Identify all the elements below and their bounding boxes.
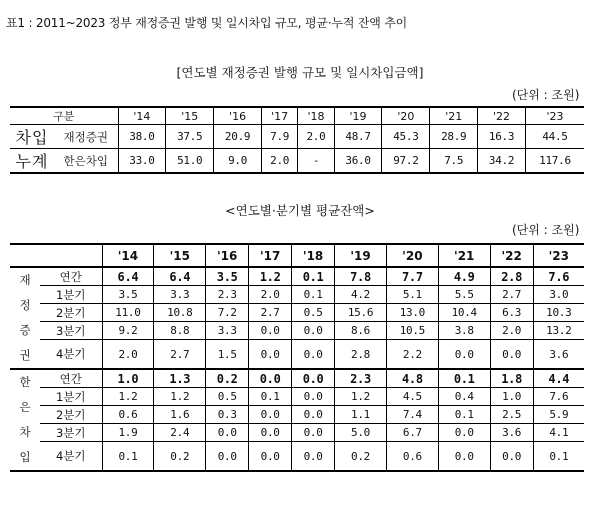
cell-value: 7.6 [533, 267, 584, 286]
cell-value: 5.5 [438, 286, 490, 304]
cell-value: 3.3 [154, 286, 206, 304]
cell-value: 37.5 [166, 125, 214, 149]
year-header: '23 [525, 107, 584, 125]
issuance-table [10, 106, 584, 174]
category-char: 차 [19, 425, 31, 439]
cell-value: 0.0 [292, 388, 335, 406]
category-char: 재 [19, 273, 31, 287]
category-char: 입 [19, 450, 31, 464]
table2-title: <연도별·분기별 평균잔액> [225, 203, 375, 218]
cell-value: 2.7 [249, 304, 292, 322]
cell-value: 1.8 [490, 369, 533, 388]
cell-value: 0.2 [154, 442, 206, 471]
cell-value: 0.0 [292, 369, 335, 388]
cell-value: 6.3 [490, 304, 533, 322]
category-label [10, 267, 40, 369]
cell-value: 6.7 [386, 424, 438, 442]
row-label: 3분기 [40, 424, 102, 442]
cell-value: 0.0 [438, 340, 490, 369]
cell-value: 51.0 [166, 149, 214, 174]
cell-value: 0.0 [206, 442, 249, 471]
cell-value: 0.1 [438, 406, 490, 424]
cell-value: 45.3 [382, 125, 430, 149]
cell-value: 3.5 [206, 267, 249, 286]
row-label: 4분기 [40, 442, 102, 471]
cell-value: 13.0 [386, 304, 438, 322]
cell-value: 3.6 [533, 340, 584, 369]
cell-value: 15.6 [335, 304, 387, 322]
table1-title: [연도별 재정증권 발행 규모 및 일시차입금액] [176, 65, 424, 80]
year-header: '15 [166, 107, 214, 125]
cell-value: 33.0 [118, 149, 166, 174]
cell-value: 3.3 [206, 322, 249, 340]
cell-value: 1.2 [335, 388, 387, 406]
cell-value: 0.0 [249, 369, 292, 388]
row-label: 2분기 [40, 406, 102, 424]
cell-value: 2.0 [298, 125, 334, 149]
cell-value: 0.6 [386, 442, 438, 471]
group-label: 누계 [10, 149, 54, 174]
row-label: 한은차입 [54, 149, 118, 174]
cell-value: 1.1 [335, 406, 387, 424]
cell-value: 2.8 [335, 340, 387, 369]
cell-value: 10.4 [438, 304, 490, 322]
cell-value: 38.0 [118, 125, 166, 149]
cell-value: 0.0 [249, 424, 292, 442]
cell-value: 1.9 [102, 424, 154, 442]
table-row [10, 442, 584, 471]
table-row [10, 322, 584, 340]
row-label: 재정증권 [54, 125, 118, 149]
cell-value: 4.9 [438, 267, 490, 286]
cell-value: 2.2 [386, 340, 438, 369]
cell-value: 10.3 [533, 304, 584, 322]
year-header: '22 [490, 244, 533, 267]
cell-value: 1.6 [154, 406, 206, 424]
cell-value: 1.2 [102, 388, 154, 406]
cell-value: 5.9 [533, 406, 584, 424]
row-label: 연간 [40, 267, 102, 286]
row-label: 1분기 [40, 388, 102, 406]
cell-value: 0.2 [206, 369, 249, 388]
table-row [10, 406, 584, 424]
category-char: 정 [19, 298, 31, 312]
cell-value: 34.2 [478, 149, 526, 174]
cell-value: 0.6 [102, 406, 154, 424]
cell-value: - [298, 149, 334, 174]
cell-value: 1.5 [206, 340, 249, 369]
cell-value: 0.0 [292, 322, 335, 340]
category-char: 증 [19, 323, 31, 337]
balance-table-body [10, 267, 584, 471]
cell-value: 8.8 [154, 322, 206, 340]
cell-value: 5.1 [386, 286, 438, 304]
category-label [10, 369, 40, 471]
table1-unit: (단위 : 조원) [512, 88, 580, 102]
table2-header-row [10, 244, 584, 267]
header-blank [10, 244, 102, 267]
table-row [10, 267, 584, 286]
cell-value: 9.0 [214, 149, 262, 174]
category-char: 한 [19, 375, 31, 389]
cell-value: 10.8 [154, 304, 206, 322]
year-header: '14 [118, 107, 166, 125]
cell-value: 0.5 [206, 388, 249, 406]
cell-value: 2.0 [249, 286, 292, 304]
cell-value: 0.0 [249, 340, 292, 369]
cell-value: 2.3 [206, 286, 249, 304]
cell-value: 0.1 [249, 388, 292, 406]
cell-value: 0.0 [292, 442, 335, 471]
cell-value: 4.4 [533, 369, 584, 388]
cell-value: 0.0 [490, 340, 533, 369]
cell-value: 7.5 [430, 149, 478, 174]
cell-value: 0.1 [533, 442, 584, 471]
cell-value: 48.7 [334, 125, 382, 149]
table-row [10, 388, 584, 406]
category-char: 권 [19, 348, 31, 362]
row-label: 1분기 [40, 286, 102, 304]
cell-value: 2.5 [490, 406, 533, 424]
cell-value: 36.0 [334, 149, 382, 174]
row-label: 2분기 [40, 304, 102, 322]
table2-unit: (단위 : 조원) [512, 223, 580, 237]
table-row [10, 369, 584, 388]
cell-value: 1.0 [490, 388, 533, 406]
cell-value: 6.4 [154, 267, 206, 286]
cell-value: 5.0 [335, 424, 387, 442]
cell-value: 0.2 [335, 442, 387, 471]
cell-value: 1.3 [154, 369, 206, 388]
cell-value: 0.1 [292, 286, 335, 304]
cell-value: 3.0 [533, 286, 584, 304]
cell-value: 9.2 [102, 322, 154, 340]
cell-value: 0.0 [249, 442, 292, 471]
cell-value: 7.4 [386, 406, 438, 424]
cell-value: 13.2 [533, 322, 584, 340]
cell-value: 0.0 [292, 406, 335, 424]
table-row [10, 340, 584, 369]
document-title: 표1 : 2011~2023 정부 재정증권 발행 및 일시차입 규모, 평균·누적 잔액 추이 [6, 16, 408, 30]
table-row [10, 125, 584, 149]
year-header: '18 [298, 107, 334, 125]
cell-value: 7.7 [386, 267, 438, 286]
cell-value: 6.4 [102, 267, 154, 286]
year-header: '18 [292, 244, 335, 267]
cell-value: 2.7 [490, 286, 533, 304]
table-row [10, 286, 584, 304]
cell-value: 2.0 [102, 340, 154, 369]
cell-value: 3.6 [490, 424, 533, 442]
cell-value: 0.5 [292, 304, 335, 322]
balance-table [10, 243, 584, 472]
cell-value: 20.9 [214, 125, 262, 149]
cell-value: 2.0 [490, 322, 533, 340]
group-label: 차입 [10, 125, 54, 149]
row-label: 4분기 [40, 340, 102, 369]
year-header: '14 [102, 244, 154, 267]
year-header: '22 [478, 107, 526, 125]
row-label: 3분기 [40, 322, 102, 340]
year-header: '23 [533, 244, 584, 267]
cell-value: 44.5 [525, 125, 584, 149]
year-header: '16 [206, 244, 249, 267]
cell-value: 0.0 [490, 442, 533, 471]
cell-value: 0.0 [206, 424, 249, 442]
cell-value: 10.5 [386, 322, 438, 340]
year-header: '20 [382, 107, 430, 125]
cell-value: 28.9 [430, 125, 478, 149]
table-row [10, 304, 584, 322]
cell-value: 7.6 [533, 388, 584, 406]
cell-value: 3.5 [102, 286, 154, 304]
cell-value: 2.8 [490, 267, 533, 286]
year-header: '20 [386, 244, 438, 267]
table-row [10, 149, 584, 174]
cell-value: 16.3 [478, 125, 526, 149]
cell-value: 11.0 [102, 304, 154, 322]
cell-value: 8.6 [335, 322, 387, 340]
cell-value: 7.9 [261, 125, 297, 149]
cell-value: 117.6 [525, 149, 584, 174]
cell-value: 0.0 [292, 340, 335, 369]
cell-value: 4.5 [386, 388, 438, 406]
cell-value: 7.8 [335, 267, 387, 286]
cell-value: 0.0 [438, 424, 490, 442]
year-header: '19 [335, 244, 387, 267]
table1-header-row [10, 107, 584, 125]
cell-value: 4.1 [533, 424, 584, 442]
cell-value: 0.4 [438, 388, 490, 406]
cell-value: 2.3 [335, 369, 387, 388]
cell-value: 1.2 [154, 388, 206, 406]
cell-value: 3.8 [438, 322, 490, 340]
cell-value: 4.8 [386, 369, 438, 388]
cell-value: 0.0 [249, 406, 292, 424]
cell-value: 0.1 [438, 369, 490, 388]
cell-value: 0.1 [292, 267, 335, 286]
cell-value: 4.2 [335, 286, 387, 304]
cell-value: 0.0 [292, 424, 335, 442]
cell-value: 7.2 [206, 304, 249, 322]
cell-value: 2.4 [154, 424, 206, 442]
cell-value: 1.2 [249, 267, 292, 286]
cell-value: 0.0 [438, 442, 490, 471]
cell-value: 0.1 [102, 442, 154, 471]
year-header: '19 [334, 107, 382, 125]
cell-value: 2.0 [261, 149, 297, 174]
year-header: '16 [214, 107, 262, 125]
row-label: 연간 [40, 369, 102, 388]
cell-value: 0.3 [206, 406, 249, 424]
year-header: '17 [249, 244, 292, 267]
year-header: '21 [430, 107, 478, 125]
cell-value: 2.7 [154, 340, 206, 369]
year-header: '15 [154, 244, 206, 267]
year-header: '17 [261, 107, 297, 125]
category-char: 은 [19, 400, 31, 414]
year-header: '21 [438, 244, 490, 267]
table-row [10, 424, 584, 442]
cell-value: 1.0 [102, 369, 154, 388]
table1-header-label: 구분 [10, 107, 118, 125]
cell-value: 0.0 [249, 322, 292, 340]
cell-value: 97.2 [382, 149, 430, 174]
